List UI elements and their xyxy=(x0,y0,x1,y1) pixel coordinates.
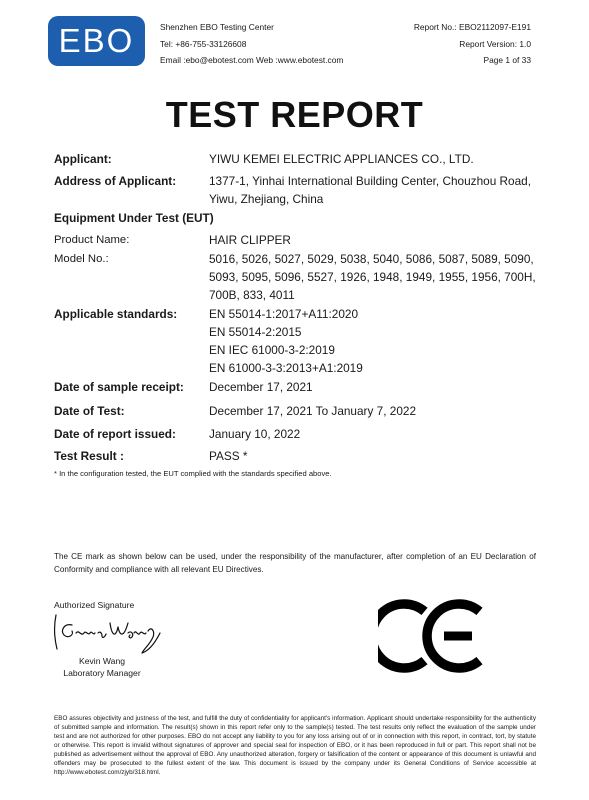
standard-item: EN 55014-1:2017+A11:2020 xyxy=(209,307,359,321)
handwritten-signature xyxy=(50,611,165,657)
signer-name: Kevin Wang xyxy=(78,656,125,666)
test-result-value: PASS * xyxy=(209,449,248,463)
product-name-label: Product Name: xyxy=(54,234,130,246)
applicant-label: Applicant: xyxy=(54,152,112,166)
standard-item: EN 55014-2:2015 xyxy=(209,325,302,339)
address-line-2: Yiwu, Zhejiang, China xyxy=(209,192,324,206)
ce-mark-icon xyxy=(378,599,486,673)
report-issued-value: January 10, 2022 xyxy=(209,427,301,441)
ce-mark-statement: The CE mark as shown below can be used, under the responsibility of the manufacturer, after completion of an EU Declaration of Conformity and compliance with all relevant EU Directives. xyxy=(54,552,536,574)
test-date-value: December 17, 2021 To January 7, 2022 xyxy=(209,404,417,418)
signer-role: Laboratory Manager xyxy=(63,667,141,678)
standard-item: EN 61000-3-3:2013+A1:2019 xyxy=(209,361,363,375)
product-name-value: HAIR CLIPPER xyxy=(209,233,291,247)
report-issued-label: Date of report issued: xyxy=(54,427,176,441)
authorized-signature-label: Authorized Signature xyxy=(54,600,135,610)
test-date-label: Date of Test: xyxy=(54,404,125,418)
standard-item: EN IEC 61000-3-2:2019 xyxy=(209,343,335,357)
report-meta xyxy=(414,19,531,69)
company-email-web: Email :ebo@ebotest.com Web :www.ebotest.com xyxy=(160,55,344,65)
report-version: Report Version: 1.0 xyxy=(459,38,531,49)
ebo-logo: EBO xyxy=(48,16,145,66)
model-no-line-3: 700B, 833, 4011 xyxy=(209,288,295,302)
standards-label: Applicable standards: xyxy=(54,307,178,321)
page-title: TEST REPORT xyxy=(165,94,424,135)
report-number: Report No.: EBO2112097-E191 xyxy=(413,22,531,32)
address-line-1: 1377-1, Yinhai International Building Center, Chouzhou Road, xyxy=(209,174,532,188)
company-tel: Tel: +86-755-33126608 xyxy=(160,38,247,49)
company-name: Shenzhen EBO Testing Center xyxy=(160,22,274,32)
sample-receipt-value: December 17, 2021 xyxy=(209,380,313,394)
signer-block xyxy=(54,656,150,679)
result-footnote: * In the configuration tested, the EUT complied with the standards specified above. xyxy=(54,469,332,478)
model-no-line-2: 5093, 5095, 5096, 5527, 1926, 1948, 1949, 1955, 1956, 700H, xyxy=(209,270,536,284)
address-label: Address of Applicant: xyxy=(54,174,177,188)
legal-disclaimer: EBO assures objectivity and justness of the test, and fulfill the duty of confidentiality for applicant's information. Applicant should undertake responsibility for the authenticity of submitted sample and information. The result(s) shown in this report refer only to the sample(s) tested. The test results only reflect the evaluation of the sample under test and are not authorized for other purposes. EBO do not accept any liability to you for any loss arising out of or in connection with this report, in contract, tort, by statute or otherwise. This report is invalid without signatures of approver and special seal for inspection of EBO, or it has been reproduced in full or part. This report shall not be published as advertisement without the approval of EBO. Any unauthorized alteration, forgery or falsification of the content or appearance of this document is unlawful and offenders may be prosecuted to the fullest extent of the law. This document is issued by the company under its General Conditions of Service accessible at http://www.ebotest.com/zjyb/318.html. xyxy=(54,715,536,777)
model-no-line-1: 5016, 5026, 5027, 5029, 5038, 5040, 5086, 5087, 5089, 5090, xyxy=(209,252,534,266)
eut-heading: Equipment Under Test (EUT) xyxy=(54,211,214,225)
model-no-label: Model No.: xyxy=(54,253,109,265)
applicant-value: YIWU KEMEI ELECTRIC APPLIANCES CO., LTD. xyxy=(209,152,474,166)
page-number: Page 1 of 33 xyxy=(483,55,531,65)
test-result-label: Test Result : xyxy=(54,449,124,463)
sample-receipt-label: Date of sample receipt: xyxy=(54,380,184,394)
company-contact xyxy=(160,19,343,69)
